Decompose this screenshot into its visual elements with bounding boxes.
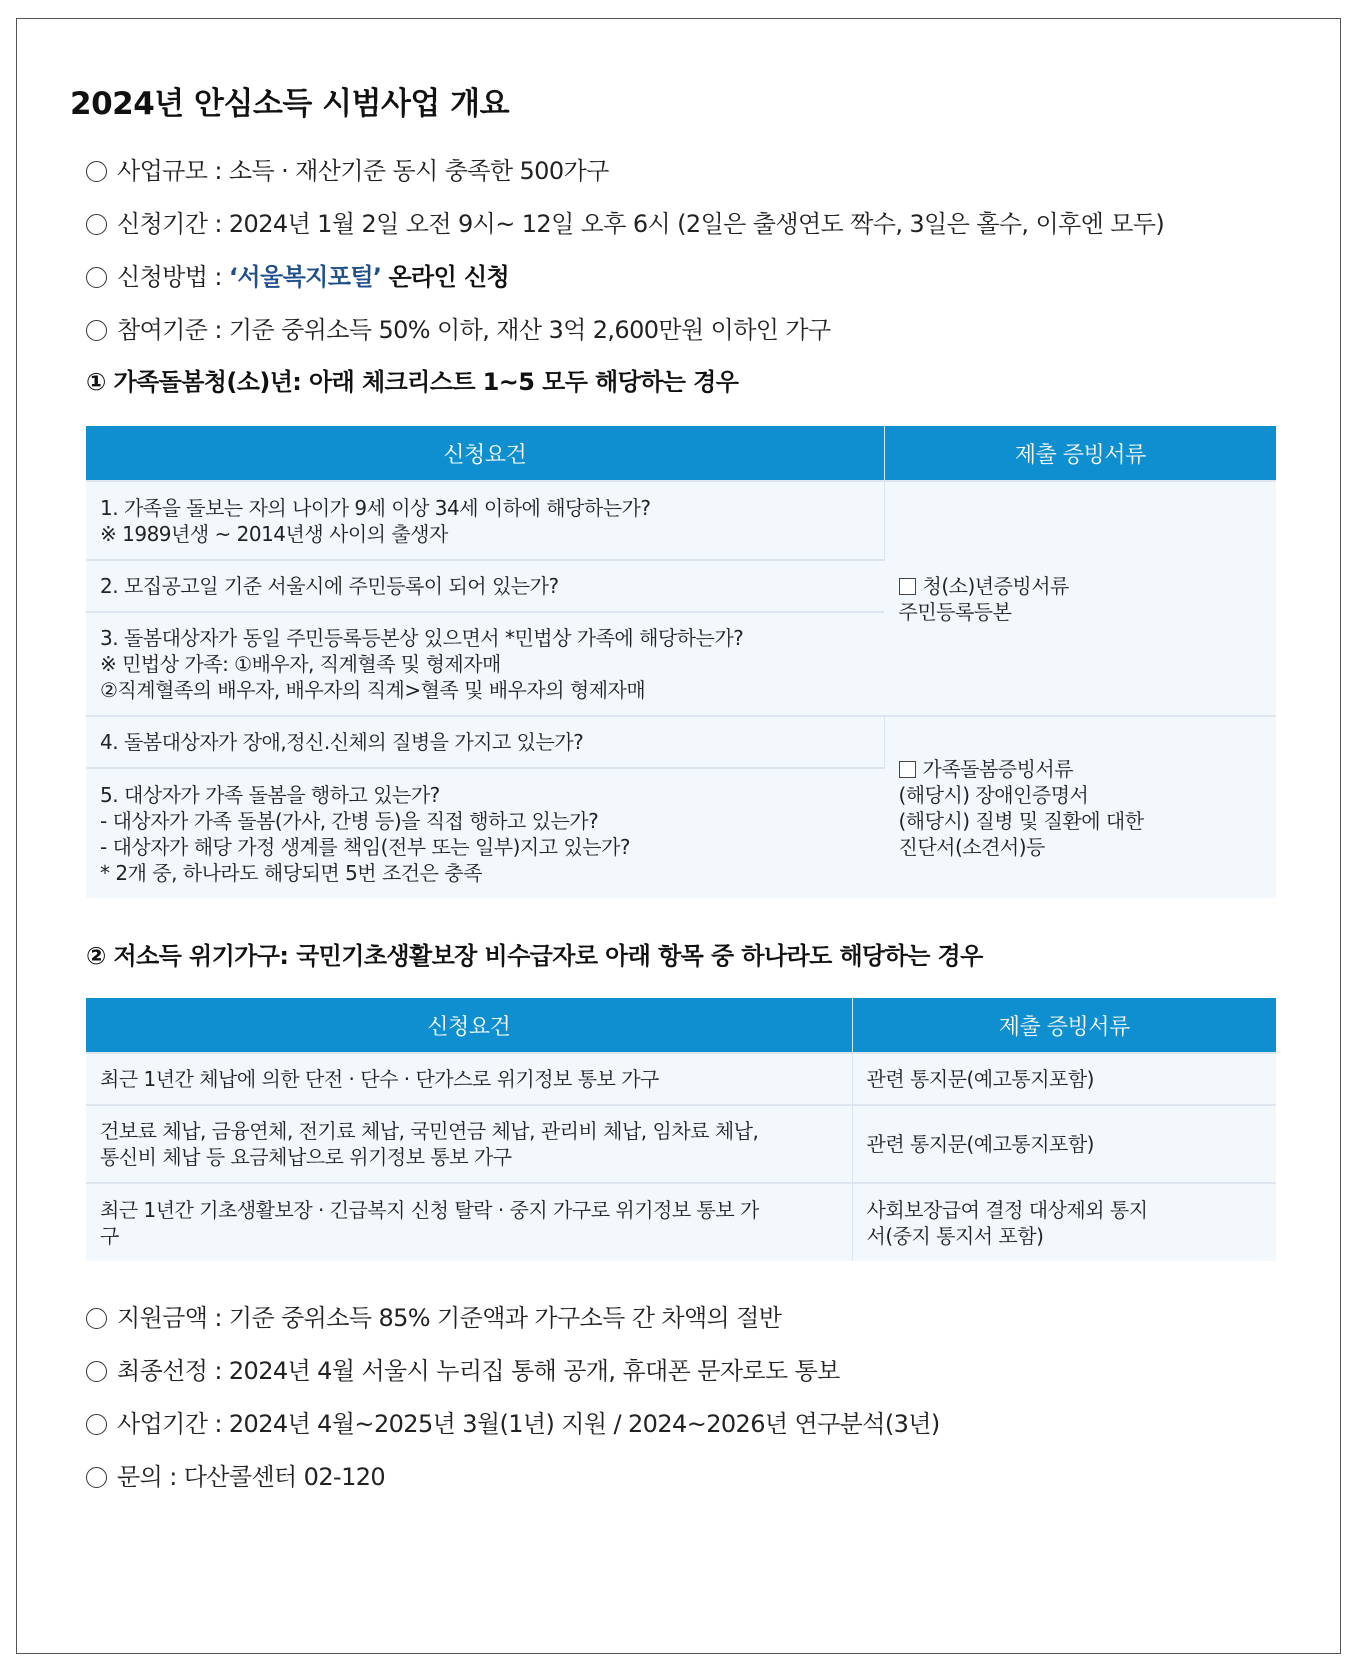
cell-line: 관련 통지문(예고통지포함) [866, 1067, 1094, 1091]
cell-line: (해당시) 장애인증명서 [898, 782, 1089, 807]
header-requirement: 신청요건 [86, 998, 852, 1053]
circle-bullet-icon [86, 1308, 107, 1329]
cell-line: 관련 통지문(예고통지포함) [866, 1132, 1094, 1156]
cell-line: - 대상자가 해당 가정 생계를 책임(전부 또는 일부)지고 있는가? [100, 834, 630, 859]
bullet-text: 2024년 4월~2025년 3월(1년) 지원 / 2024~2026년 연구분석(3년) [228, 1410, 940, 1438]
cell-line: 서(중지 통지서 포함) [866, 1223, 1044, 1248]
bullet-text: 2024년 1월 2일 오전 9시~ 12일 오후 6시 (2일은 출생연도 짝수, 3일은 홀수, 이후엔 모두) [228, 210, 1165, 238]
bullet-text: 2024년 4월 서울시 누리집 통해 공개, 휴대폰 문자로도 통보 [228, 1357, 840, 1385]
circle-bullet-icon [86, 214, 107, 235]
requirement-cell [86, 612, 884, 716]
cell-line: 2. 모집공고일 기준 서울시에 주민등록이 되어 있는가? [100, 574, 559, 598]
cell-line: 건보료 체납, 금융연체, 전기료 체납, 국민연금 체납, 관리비 체납, 임차료 체납, [100, 1119, 759, 1143]
documents-cell [852, 1183, 1276, 1261]
cell-line: 3. 돌봄대상자가 동일 주민등록등본상 있으면서 *민법상 가족에 해당하는가? [100, 626, 744, 650]
circle-bullet-icon [86, 1361, 107, 1382]
header-documents: 제출 증빙서류 [884, 426, 1276, 481]
cell-line: ※ 민법상 가족: ①배우자, 직계혈족 및 형제자매 [100, 652, 501, 676]
cell-line [899, 573, 1263, 599]
bullet-contact: 문의 : 다산콜센터 02-120 [86, 1461, 385, 1493]
bullet-label: 최종선정 [117, 1357, 208, 1385]
bullet-label: 지원금액 [117, 1304, 208, 1332]
bullet-text: 온라인 신청 [388, 263, 510, 291]
table-row [86, 716, 1276, 768]
requirement-cell [86, 1183, 852, 1261]
cell-line: 5. 대상자가 가족 돌봄을 행하고 있는가? [100, 782, 440, 807]
bullet-amount: 지원금액 : 기준 중위소득 85% 기준액과 가구소득 간 차액의 절반 [86, 1302, 781, 1334]
bullet-label: 사업규모 [117, 157, 208, 185]
table-header-row [86, 426, 1276, 481]
bullet-text: 다산콜센터 02-120 [183, 1463, 386, 1491]
circle-bullet-icon [86, 267, 107, 288]
bullet-criteria: 참여기준 : 기준 중위소득 50% 이하, 재산 3억 2,600만원 이하인 가구 [86, 314, 831, 346]
circle-bullet-icon [86, 320, 107, 341]
bullet-text: 기준 중위소득 85% 기준액과 가구소득 간 차액의 절반 [228, 1304, 782, 1332]
cell-line: 구 [100, 1223, 119, 1248]
cell-line: 최근 1년간 체납에 의한 단전 · 단수 · 단가스로 위기정보 통보 가구 [100, 1067, 659, 1091]
documents-cell [852, 1053, 1276, 1105]
cell-line: ※ 1989년생 ~ 2014년생 사이의 출생자 [100, 521, 448, 546]
header-requirement: 신청요건 [86, 426, 884, 481]
bullet-label: 신청방법 [117, 263, 208, 291]
bullet-label: 참여기준 [117, 316, 208, 344]
requirement-cell [86, 768, 884, 898]
table-header-row [86, 998, 1276, 1053]
cell-line: 1. 가족을 돌보는 자의 나이가 9세 이상 34세 이하에 해당하는가? [100, 495, 651, 520]
bullet-method: 신청방법 : ‘서울복지포털’ 온라인 신청 [86, 261, 509, 293]
bullet-label: 신청기간 [117, 210, 208, 238]
requirement-cell [86, 716, 884, 768]
documents-cell [884, 716, 1276, 898]
cell-line: 4. 돌봄대상자가 장애,정신.신체의 질병을 가지고 있는가? [100, 730, 584, 754]
section1-title: ① 가족돌봄청(소)년: 아래 체크리스트 1~5 모두 해당하는 경우 [86, 368, 739, 396]
doc-title: 가족돌봄증빙서류 [922, 756, 1074, 781]
table-row [86, 481, 1276, 560]
bullet-duration: 사업기간 : 2024년 4월~2025년 3월(1년) 지원 / 2024~2026년 연구분석(3년) [86, 1408, 940, 1440]
bullet-text: 기준 중위소득 50% 이하, 재산 3억 2,600만원 이하인 가구 [228, 316, 831, 344]
welfare-portal-name: ‘서울복지포털’ [228, 263, 382, 291]
page-title: 2024년 안심소득 시범사업 개요 [70, 86, 510, 122]
bullet-text: 소득 · 재산기준 동시 충족한 500가구 [228, 157, 609, 185]
circle-bullet-icon [86, 1467, 107, 1488]
cell-line: 최근 1년간 기초생활보장 · 긴급복지 신청 탈락 · 중지 가구로 위기정보 통보 가 [100, 1197, 759, 1222]
bullet-scale: 사업규모 : 소득 · 재산기준 동시 충족한 500가구 [86, 155, 609, 187]
requirement-cell [86, 560, 884, 612]
bullet-label: 사업기간 [117, 1410, 208, 1438]
table-row [86, 1105, 1276, 1183]
bullet-selection: 최종선정 : 2024년 4월 서울시 누리집 통해 공개, 휴대폰 문자로도 통보 [86, 1355, 840, 1387]
doc-title: 청(소)년증빙서류 [922, 573, 1069, 598]
checkbox-icon [899, 578, 916, 595]
section2-table [86, 998, 1276, 1261]
table-row [86, 1183, 1276, 1261]
circle-bullet-icon [86, 1414, 107, 1435]
documents-cell [852, 1105, 1276, 1183]
cell-line: * 2개 중, 하나라도 해당되면 5번 조건은 충족 [100, 860, 482, 885]
cell-line [899, 756, 1263, 782]
cell-line: 진단서(소견서)등 [898, 834, 1045, 859]
requirement-cell [86, 1053, 852, 1105]
cell-line: (해당시) 질병 및 질환에 대한 [898, 808, 1144, 833]
cell-line: 주민등록등본 [898, 599, 1012, 624]
header-documents: 제출 증빙서류 [852, 998, 1276, 1053]
cell-line: 사회보장급여 결정 대상제외 통지 [866, 1197, 1148, 1222]
section1-table [86, 426, 1276, 898]
requirement-cell [86, 1105, 852, 1183]
checkbox-icon [899, 761, 916, 778]
documents-cell [884, 481, 1276, 716]
bullet-period: 신청기간 : 2024년 1월 2일 오전 9시~ 12일 오후 6시 (2일은 출생연도 짝수, 3일은 홀수, 이후엔 모두) [86, 208, 1164, 240]
cell-line: 통신비 체납 등 요금체납으로 위기정보 통보 가구 [100, 1145, 512, 1169]
section2-title: ② 저소득 위기가구: 국민기초생활보장 비수급자로 아래 항목 중 하나라도 해당하는 경우 [86, 942, 983, 970]
cell-line: ②직계혈족의 배우자, 배우자의 직계>혈족 및 배우자의 형제자매 [100, 678, 646, 702]
circle-bullet-icon [86, 161, 107, 182]
bullet-label: 문의 [117, 1463, 163, 1491]
table-row [86, 1053, 1276, 1105]
requirement-cell [86, 481, 884, 560]
cell-line: - 대상자가 가족 돌봄(가사, 간병 등)을 직접 행하고 있는가? [100, 808, 599, 833]
